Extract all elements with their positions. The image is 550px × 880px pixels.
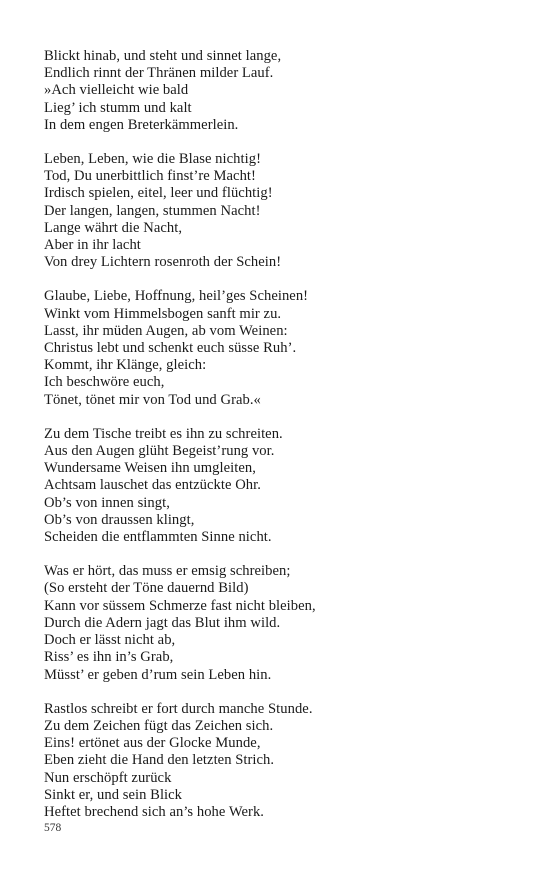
poem-line: Müsst’ er geben d’rum sein Leben hin. [44, 666, 272, 683]
page-number: 578 [44, 822, 62, 834]
stanza-5 [44, 563, 524, 683]
poem-line: Sinkt er, und sein Blick [44, 786, 183, 803]
poem-line: Nun erschöpft zurück [44, 769, 172, 786]
poem-line: Scheiden die entflammten Sinne nicht. [44, 529, 272, 546]
poem-line: Lieg’ ich stumm und kalt [44, 99, 192, 116]
poem-line: Zu dem Zeichen fügt das Zeichen sich. [44, 717, 274, 734]
poem-line: Winkt vom Himmelsbogen sanft mir zu. [44, 305, 282, 322]
poem-line: Zu dem Tische treibt es ihn zu schreiten. [44, 425, 283, 442]
poem-line: Ich beschwöre euch, [44, 374, 165, 391]
poem-line: Eins! ertönet aus der Glocke Munde, [44, 735, 261, 752]
poem-line: Wundersame Weisen ihn umgleiten, [44, 460, 256, 477]
poem-line: (So ersteht der Töne dauernd Bild) [44, 580, 249, 597]
stanza-2 [44, 151, 524, 271]
poem-line: Tod, Du unerbittlich finst’re Macht! [44, 168, 256, 185]
poem-line: Endlich rinnt der Thränen milder Lauf. [44, 65, 274, 82]
poem-line: Doch er lässt nicht ab, [44, 632, 176, 649]
poem-line: Achtsam lauschet das entzückte Ohr. [44, 477, 261, 494]
poem-line: Was er hört, das muss er emsig schreiben; [44, 563, 291, 580]
stanza-6 [44, 701, 524, 821]
poem-line: »Ach vielleicht wie bald [44, 82, 189, 99]
poem-line: Ob’s von draussen klingt, [44, 511, 195, 528]
poem-line: Der langen, langen, stummen Nacht! [44, 202, 261, 219]
poem-line: Tönet, tönet mir von Tod und Grab.« [44, 391, 261, 408]
poem-line: Durch die Adern jagt das Blut ihm wild. [44, 614, 281, 631]
poem-line: Kommt, ihr Klänge, gleich: [44, 357, 207, 374]
stanza-4 [44, 426, 524, 546]
poem-body [44, 48, 524, 838]
stanza-3 [44, 288, 524, 408]
poem-line: Leben, Leben, wie die Blase nichtig! [44, 151, 261, 168]
stanza-1 [44, 48, 524, 134]
poem-line: Aus den Augen glüht Begeist’rung vor. [44, 443, 275, 460]
poem-line: Glaube, Liebe, Hoffnung, heil’ges Scheinen! [44, 288, 309, 305]
poem-line: Christus lebt und schenkt euch süsse Ruh’. [44, 340, 297, 357]
poem-line: Riss’ es ihn in’s Grab, [44, 649, 174, 666]
poem-line: Irdisch spielen, eitel, leer und flüchtig! [44, 185, 273, 202]
poem-line: Blickt hinab, und steht und sinnet lange, [44, 48, 282, 64]
poem-line: Von drey Lichtern rosenroth der Schein! [44, 254, 282, 271]
poem-line: Lasst, ihr müden Augen, ab vom Weinen: [44, 322, 288, 339]
poem-line: Aber in ihr lacht [44, 237, 141, 254]
poem-line: Lange währt die Nacht, [44, 219, 183, 236]
poem-line: Kann vor süssem Schmerze fast nicht bleiben, [44, 597, 316, 614]
poem-line: Heftet brechend sich an’s hohe Werk. [44, 803, 264, 820]
poem-line: Eben zieht die Hand den letzten Strich. [44, 752, 275, 769]
poem-line: Ob’s von innen singt, [44, 494, 170, 511]
poem-line: Rastlos schreibt er fort durch manche Stunde. [44, 700, 313, 717]
poem-line: In dem engen Breterkämmerlein. [44, 116, 239, 133]
